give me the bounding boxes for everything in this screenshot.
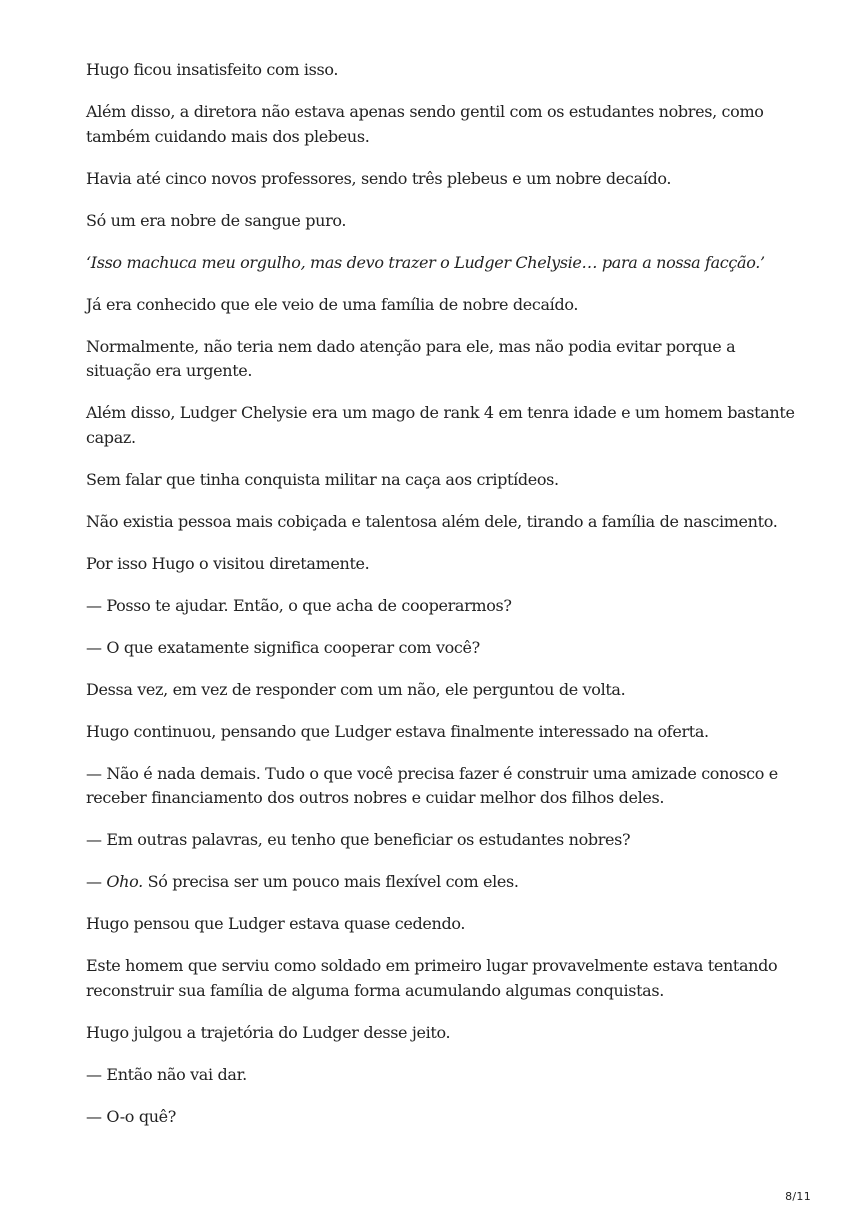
- dialogue-prefix: —: [86, 872, 107, 891]
- dialogue-line: — O que exatamente significa cooperar com você?: [86, 637, 480, 657]
- dialogue-line: — Não é nada demais. Tudo o que você precisa fazer é construir uma amizade conosco e receber financiamento dos outros nobres e cuidar melhor dos filhos deles.: [86, 763, 778, 807]
- paragraph: Dessa vez, em vez de responder com um não, ele perguntou de volta.: [86, 679, 626, 699]
- paragraph: Não existia pessoa mais cobiçada e talentosa além dele, tirando a família de nascimento.: [86, 511, 778, 531]
- dialogue-text: Só precisa ser um pouco mais flexível com eles.: [142, 872, 519, 891]
- paragraph: Havia até cinco novos professores, sendo três plebeus e um nobre decaído.: [86, 168, 672, 188]
- dialogue-line: — Em outras palavras, eu tenho que beneficiar os estudantes nobres?: [86, 830, 631, 849]
- paragraph: Este homem que serviu como soldado em primeiro lugar provavelmente estava tentando reconstruir sua família de alguma forma acumulando algumas conquistas.: [86, 956, 778, 1000]
- paragraph: Só um era nobre de sangue puro.: [86, 210, 347, 230]
- paragraph: Sem falar que tinha conquista militar na caça aos criptídeos.: [86, 469, 559, 489]
- dialogue-line: — Então não vai dar.: [86, 1064, 247, 1084]
- dialogue-line: — O-o quê?: [86, 1106, 177, 1126]
- paragraph: Normalmente, não teria nem dado atenção para ele, mas não podia evitar porque a situação era urgente.: [86, 336, 736, 380]
- page-number: 8/11: [785, 1190, 811, 1203]
- paragraph: Hugo pensou que Ludger estava quase cedendo.: [86, 914, 466, 933]
- dialogue-line: [86, 870, 798, 895]
- paragraph: Hugo continuou, pensando que Ludger estava finalmente interessado na oferta.: [86, 721, 709, 741]
- paragraph: Hugo julgou a trajetória do Ludger desse jeito.: [86, 1022, 451, 1042]
- paragraph: Já era conhecido que ele veio de uma família de nobre decaído.: [86, 294, 579, 314]
- paragraph-thought: ‘Isso machuca meu orgulho, mas devo trazer o Ludger Chelysie… para a nossa facção.’: [86, 252, 765, 272]
- paragraph: Por isso Hugo o visitou diretamente.: [86, 553, 370, 573]
- document-body: [86, 58, 798, 1147]
- paragraph: Além disso, a diretora não estava apenas sendo gentil com os estudantes nobres, como também cuidando mais dos plebeus.: [86, 102, 764, 146]
- dialogue-emphasis: Oho.: [106, 872, 143, 891]
- dialogue-line: — Posso te ajudar. Então, o que acha de cooperarmos?: [86, 595, 512, 615]
- paragraph: Além disso, Ludger Chelysie era um mago de rank 4 em tenra idade e um homem bastante capaz.: [86, 403, 795, 447]
- paragraph: Hugo ficou insatisfeito com isso.: [86, 60, 339, 79]
